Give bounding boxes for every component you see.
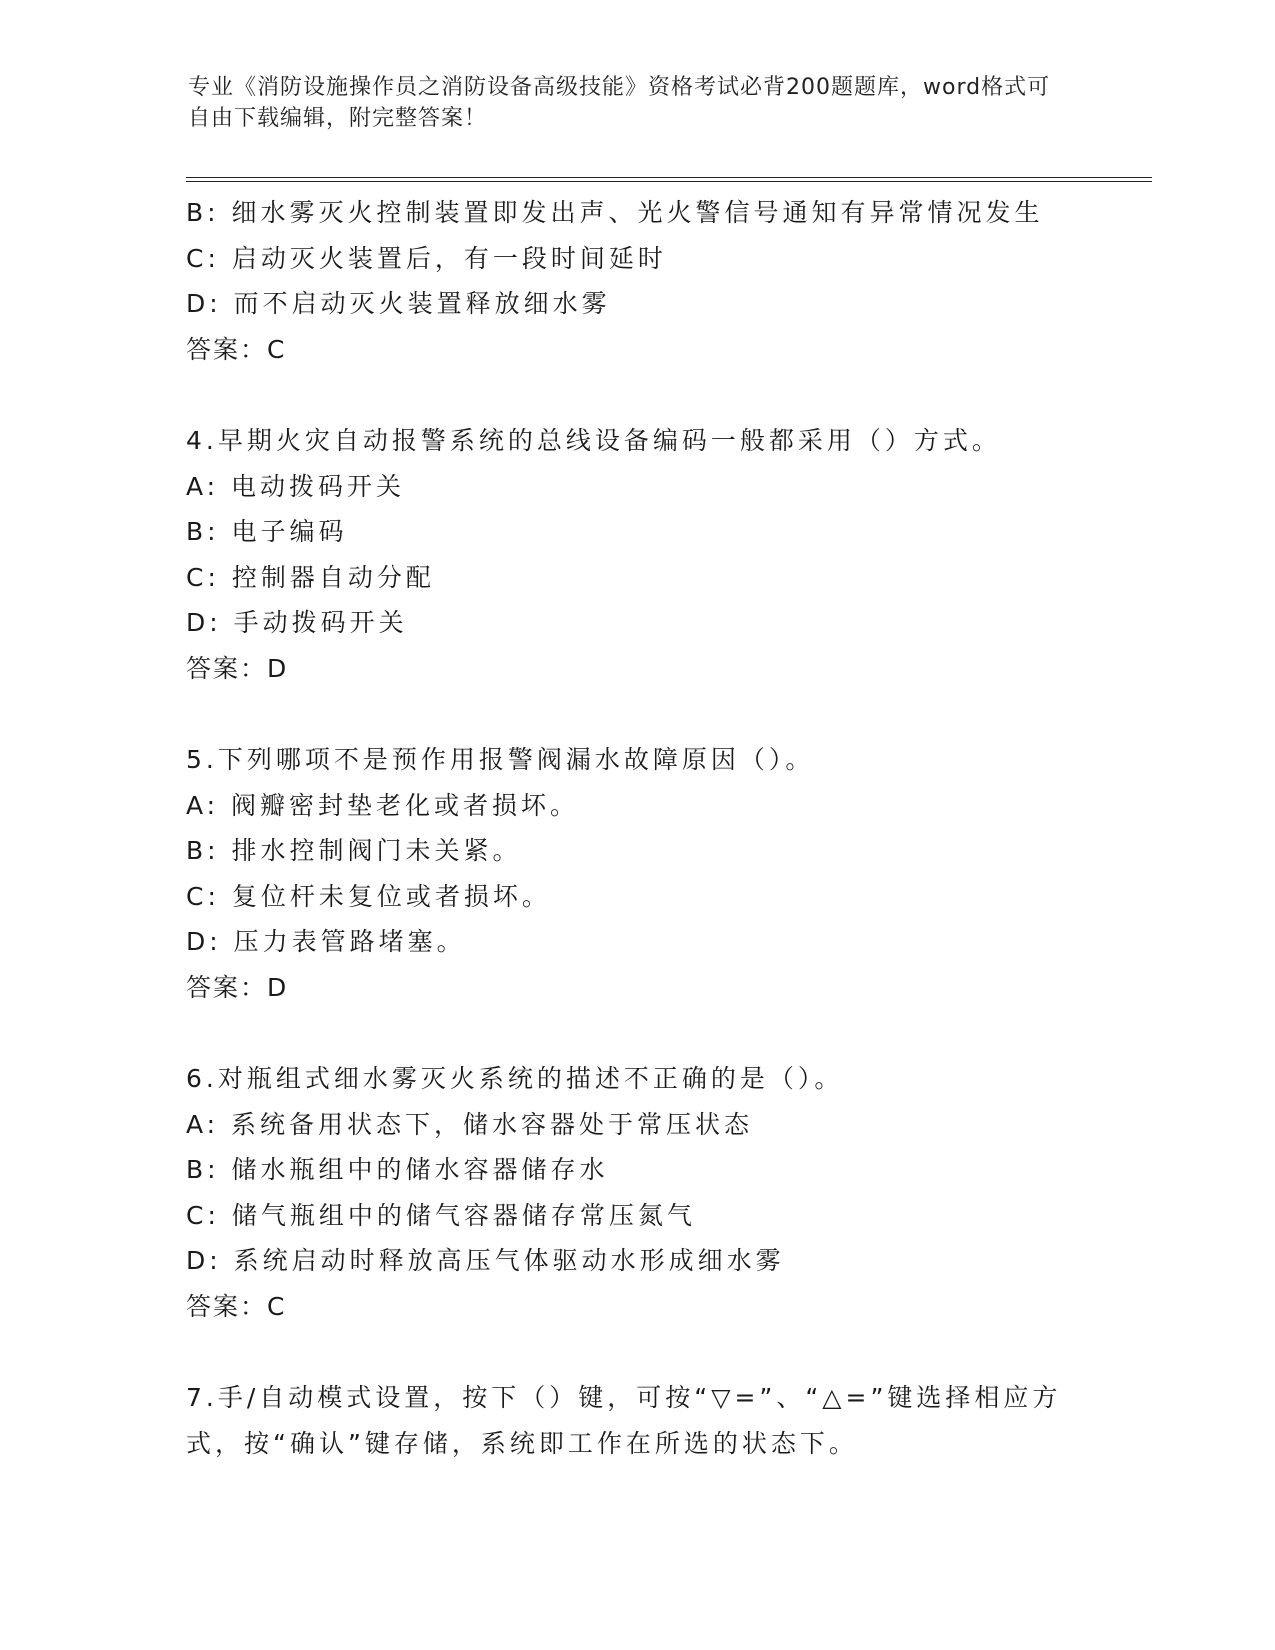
option-b: B: 细水雾灭火控制装置即发出声、光火警信号通知有异常情况发生 <box>186 198 1044 227</box>
question-text: 4.早期火灾自动报警系统的总线设备编码一般都采用（）方式。 <box>186 426 1001 455</box>
question-text: 6.对瓶组式细水雾灭火系统的描述不正确的是（）。 <box>186 1064 844 1093</box>
spacer <box>186 691 1086 737</box>
option-a: A: 电动拨码开关 <box>186 471 406 501</box>
question-text: 5.下列哪项不是预作用报警阀漏水故障原因（）。 <box>186 745 815 774</box>
answer-line: 答案：D <box>186 972 289 1002</box>
spacer <box>186 372 1086 418</box>
question-7 <box>186 1375 1086 1466</box>
option-b: B: 排水控制阀门未关紧。 <box>186 836 522 865</box>
document-body <box>186 190 1086 1466</box>
option-b: B: 储水瓶组中的储水容器储存水 <box>186 1155 609 1184</box>
option-c: C: 复位杆未复位或者损坏。 <box>186 881 551 911</box>
question-5 <box>186 737 1086 1010</box>
option-c: C: 控制器自动分配 <box>186 562 435 592</box>
option-c: C: 启动灭火装置后，有一段时间延时 <box>186 243 667 273</box>
option-d: D: 系统启动时释放高压气体驱动水形成细水雾 <box>186 1246 785 1275</box>
answer-line: 答案：D <box>186 653 289 683</box>
question-4 <box>186 418 1086 691</box>
question-text: 7.手/自动模式设置，按下（）键，可按“▽=”、“△=”键选择相应方式，按“确认”键存储，系统即工作在所选的状态下。 <box>186 1383 1062 1458</box>
option-b: B: 电子编码 <box>186 517 348 546</box>
answer-line: 答案：C <box>186 334 287 364</box>
option-d: D: 手动拨码开关 <box>186 608 408 637</box>
option-a: A: 系统备用状态下，储水容器处于常压状态 <box>186 1109 754 1139</box>
partial-question <box>186 190 1086 372</box>
question-6 <box>186 1056 1086 1329</box>
header-rule-top <box>186 177 1152 178</box>
option-d: D: 而不启动灭火装置释放细水雾 <box>186 289 611 318</box>
answer-line: 答案：C <box>186 1291 287 1321</box>
spacer <box>186 1010 1086 1056</box>
spacer <box>186 1329 1086 1375</box>
option-c: C: 储气瓶组中的储气容器储存常压氮气 <box>186 1200 696 1230</box>
option-d: D: 压力表管路堵塞。 <box>186 927 466 956</box>
document-header: 专业《消防设施操作员之消防设备高级技能》资格考试必背200题题库，word格式可自由下载编辑，附完整答案！ <box>188 75 1051 131</box>
option-a: A: 阀瓣密封垫老化或者损坏。 <box>186 790 580 820</box>
header-rule-bottom <box>186 181 1152 182</box>
